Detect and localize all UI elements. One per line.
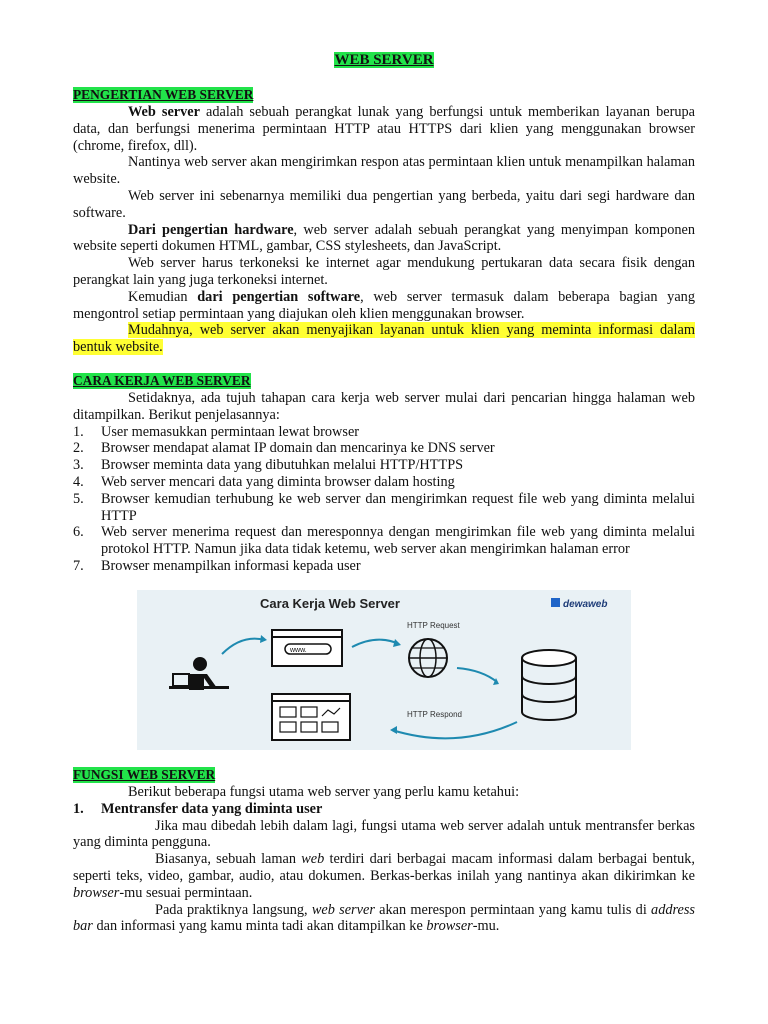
http-request-label: HTTP Request [407,621,460,630]
steps-list [73,424,695,575]
title-text: WEB SERVER [334,52,434,68]
paragraph: Biasanya, sebuah laman web terdiri dari berbagai macam informasi dalam berbagai bentuk, seperti teks, video, gambar, audio, atau dokumen. Berkas-berkas inilah yang nantinya akan dikirimkan ke browser-mu sesuai permintaan. [73,851,695,901]
paragraph: Kemudian dari pengertian software, web server termasuk dalam beberapa bagian yang mengontrol setiap permintaan yang diajukan oleh klien menggunakan browser. [73,288,695,322]
section-heading-fungsi: FUNGSI WEB SERVER [73,767,216,782]
paragraph: Nantinya web server akan mengirimkan respon atas permintaan klien untuk menampilkan halaman website. [73,154,695,188]
paragraph: Web server adalah sebuah perangkat lunak yang berfungsi untuk memberikan layanan berupa data, dan berfungsi menerima permintaan HTTP atau HTTPS dari klien yang menggunakan browser (chrome, firefox, dll). [73,104,695,154]
paragraph: Pada praktiknya langsung, web server akan merespon permintaan yang kamu tulis di address bar dan informasi yang kamu minta tadi akan ditampilkan ke browser-mu. [73,901,695,935]
highlighted-paragraph: Mudahnya, web server akan menyajikan layanan untuk klien yang meminta informasi dalam bentuk website. [73,322,695,356]
step-item: 2. Browser mendapat alamat IP domain dan mencarinya ke DNS server [73,440,495,457]
document-page-section3 [73,767,695,935]
step-item: 3. Browser meminta data yang dibutuhkan melalui HTTP/HTTPS [73,457,464,474]
step-item: 1. User memasukkan permintaan lewat browser [73,423,360,440]
paragraph: Setidaknya, ada tujuh tahapan cara kerja web server mulai dari pencarian hingga halaman web ditampilkan. Berikut penjelasannya: [73,389,695,423]
web-server-diagram [137,590,631,750]
webpage-response-icon [272,694,350,740]
step-item: 4. Web server mencari data yang diminta browser dalam hosting [73,473,455,490]
dewaweb-logo [551,598,607,610]
paragraph: Berikut beberapa fungsi utama web server yang perlu kamu ketahui: [128,784,520,800]
function-item-heading: 1. Mentransfer data yang diminta user [73,800,323,817]
globe-icon [409,639,447,677]
section-heading-cara-kerja: CARA KERJA WEB SERVER [73,372,251,388]
section-heading-pengertian: PENGERTIAN WEB SERVER [73,87,254,102]
browser-request-icon [272,630,342,666]
paragraph: Jika mau dibedah lebih dalam lagi, fungsi utama web server adalah untuk mentransfer berkas yang diminta pengguna. [73,817,695,851]
page-title [73,52,695,69]
http-respond-label: HTTP Respond [407,710,462,719]
step-item: 6. Web server menerima request dan meresponnya dengan mengirimkan file web yang diminta melalui protokol HTTP. Namun jika data tidak ketemu, web server akan mengirimkan halaman error [73,524,695,558]
step-item: 5. Browser kemudian terhubung ke web server dan mengirimkan request file web yang diminta melalui HTTP [73,490,695,524]
paragraph: Dari pengertian hardware, web server adalah sebuah perangkat yang menyimpan komponen website seperti dokumen HTML, gambar, CSS stylesheets, dan JavaScript. [73,221,695,255]
document-page [73,50,695,575]
user-laptop-icon [169,657,229,690]
svg-text:www.: www. [290,647,307,654]
diagram-title: Cara Kerja Web Server [260,596,400,611]
step-item: 7. Browser menampilkan informasi kepada user [73,557,361,574]
database-server-icon [522,650,576,720]
svg-text:dewaweb: dewaweb [563,599,608,610]
paragraph: Web server harus terkoneksi ke internet agar mendukung pertukaran data secara fisik dengan perangkat lain yang juga terkoneksi internet. [73,255,695,288]
paragraph: Web server ini sebenarnya memiliki dua pengertian yang berbeda, yaitu dari segi hardware dan software. [73,187,695,221]
